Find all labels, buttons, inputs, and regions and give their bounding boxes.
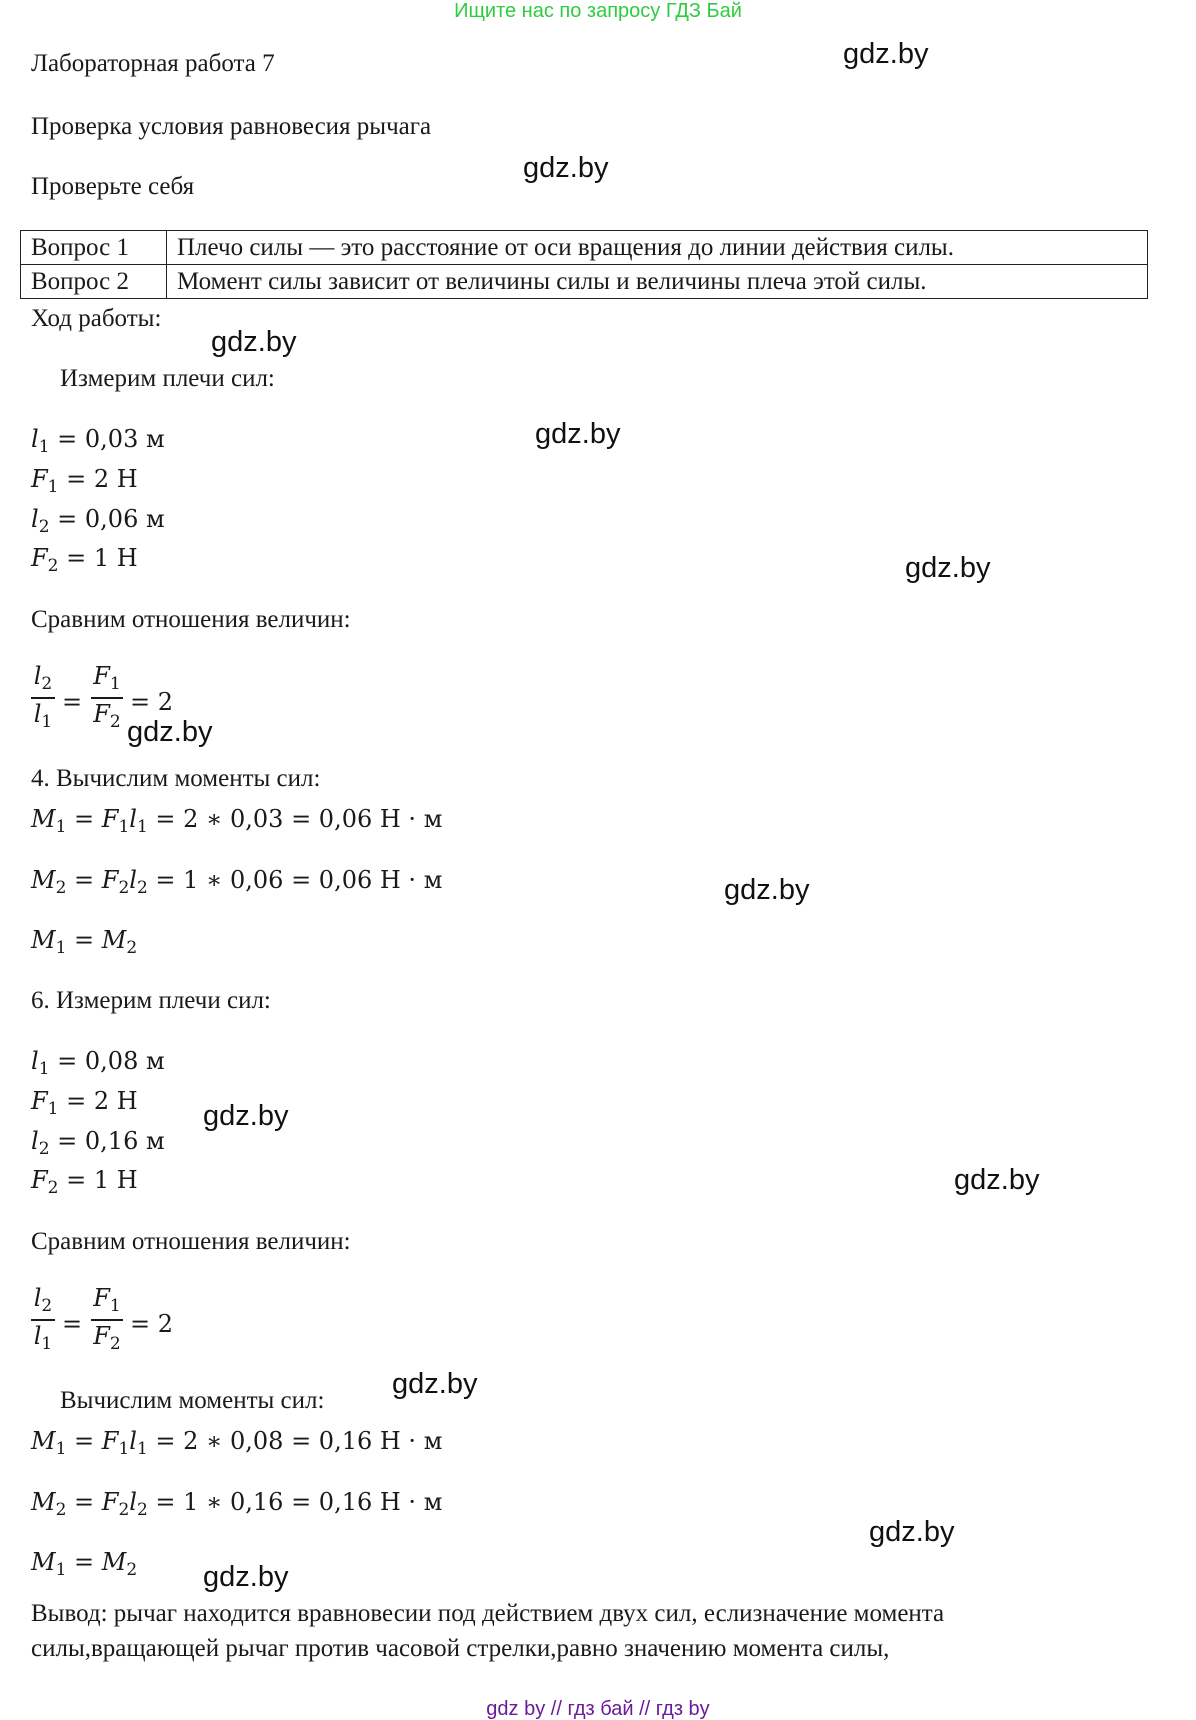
F2-value: $F_2 = 1$ Н [31, 544, 138, 576]
fraction-F1-F2: $F_1$ $F_2$ [91, 1284, 123, 1354]
step-compute-moments: 4. Вычислим моменты сил: [31, 765, 321, 792]
question-answer: Плечо силы — это расстояние от оси вращения до линии действия силы. [167, 231, 1148, 265]
watermark: gdz.by [954, 1164, 1040, 1196]
watermark: gdz.by [523, 152, 609, 184]
F1-value: $F_1 = 2$ Н [31, 1087, 138, 1119]
moment-M2: $M_2 = F_2l_2 = 1$ ∗ 0,06 = 0,06 Н · м [31, 866, 443, 898]
moment-M2: $M_2 = F_2l_2 = 1$ ∗ 0,16 = 0,16 Н · м [31, 1488, 443, 1520]
question-answer: Момент силы зависит от величины силы и величины плеча этой силы. [167, 265, 1148, 299]
moments-equal: $M_1 = M_2$ [31, 926, 138, 958]
work-heading: Ход работы: [31, 305, 162, 332]
search-banner: Ищите нас по запросу ГДЗ Бай [454, 0, 742, 22]
conclusion-line-2: силы,вращающей рычаг против часовой стрелки,равно значению момента силы, [31, 1635, 890, 1662]
question-label: Вопрос 1 [21, 231, 167, 265]
ratio-result: = 2 [130, 1310, 174, 1338]
lab-topic: Проверка условия равновесия рычага [31, 113, 432, 140]
lab-title: Лабораторная работа 7 [31, 50, 275, 77]
step-measure-arms: Измерим плечи сил: [60, 365, 275, 392]
table-row [21, 265, 1148, 299]
watermark: gdz.by [869, 1516, 955, 1548]
equals-sign: = [62, 1310, 83, 1338]
l1-value: $l_1 = 0,08$ м [31, 1047, 165, 1079]
table-row [21, 231, 1148, 265]
fraction-l2-l1: $l_2$ $l_1$ [31, 662, 55, 732]
l2-value: $l_2 = 0,06$ м [31, 505, 165, 537]
watermark: gdz.by [724, 874, 810, 906]
moment-M1: $M_1 = F_1l_1 = 2$ ∗ 0,03 = 0,06 Н · м [31, 805, 443, 837]
fraction-l2-l1: $l_2$ $l_1$ [31, 1284, 55, 1354]
footer-links[interactable]: gdz by // гдз бай // гдз by [486, 1698, 710, 1720]
conclusion-line-1: Вывод: рычаг находится вравновесии под действием двух сил, еслизначение момента [31, 1600, 945, 1627]
compare-heading: Сравним отношения величин: [31, 606, 351, 633]
F2-value: $F_2 = 1$ Н [31, 1166, 138, 1198]
watermark: gdz.by [392, 1368, 478, 1400]
watermark: gdz.by [535, 418, 621, 450]
moments-equal: $M_1 = M_2$ [31, 1548, 138, 1580]
compare-heading: Сравним отношения величин: [31, 1228, 351, 1255]
watermark: gdz.by [843, 38, 929, 70]
F1-value: $F_1 = 2$ Н [31, 465, 138, 497]
l1-value: $l_1 = 0,03$ м [31, 425, 165, 457]
questions-table [20, 230, 1148, 299]
watermark: gdz.by [203, 1100, 289, 1132]
ratio-result: = 2 [130, 688, 174, 716]
question-label: Вопрос 2 [21, 265, 167, 299]
step-compute-moments-2: Вычислим моменты сил: [60, 1387, 325, 1414]
watermark: gdz.by [905, 552, 991, 584]
l2-value: $l_2 = 0,16$ м [31, 1127, 165, 1159]
step-measure-arms-2: 6. Измерим плечи сил: [31, 987, 271, 1014]
watermark: gdz.by [203, 1561, 289, 1593]
moment-M1: $M_1 = F_1l_1 = 2$ ∗ 0,08 = 0,16 Н · м [31, 1427, 443, 1459]
watermark: gdz.by [127, 716, 213, 748]
fraction-F1-F2: $F_1$ $F_2$ [91, 662, 123, 732]
watermark: gdz.by [211, 326, 297, 358]
equals-sign: = [62, 688, 83, 716]
check-heading: Проверьте себя [31, 173, 195, 200]
